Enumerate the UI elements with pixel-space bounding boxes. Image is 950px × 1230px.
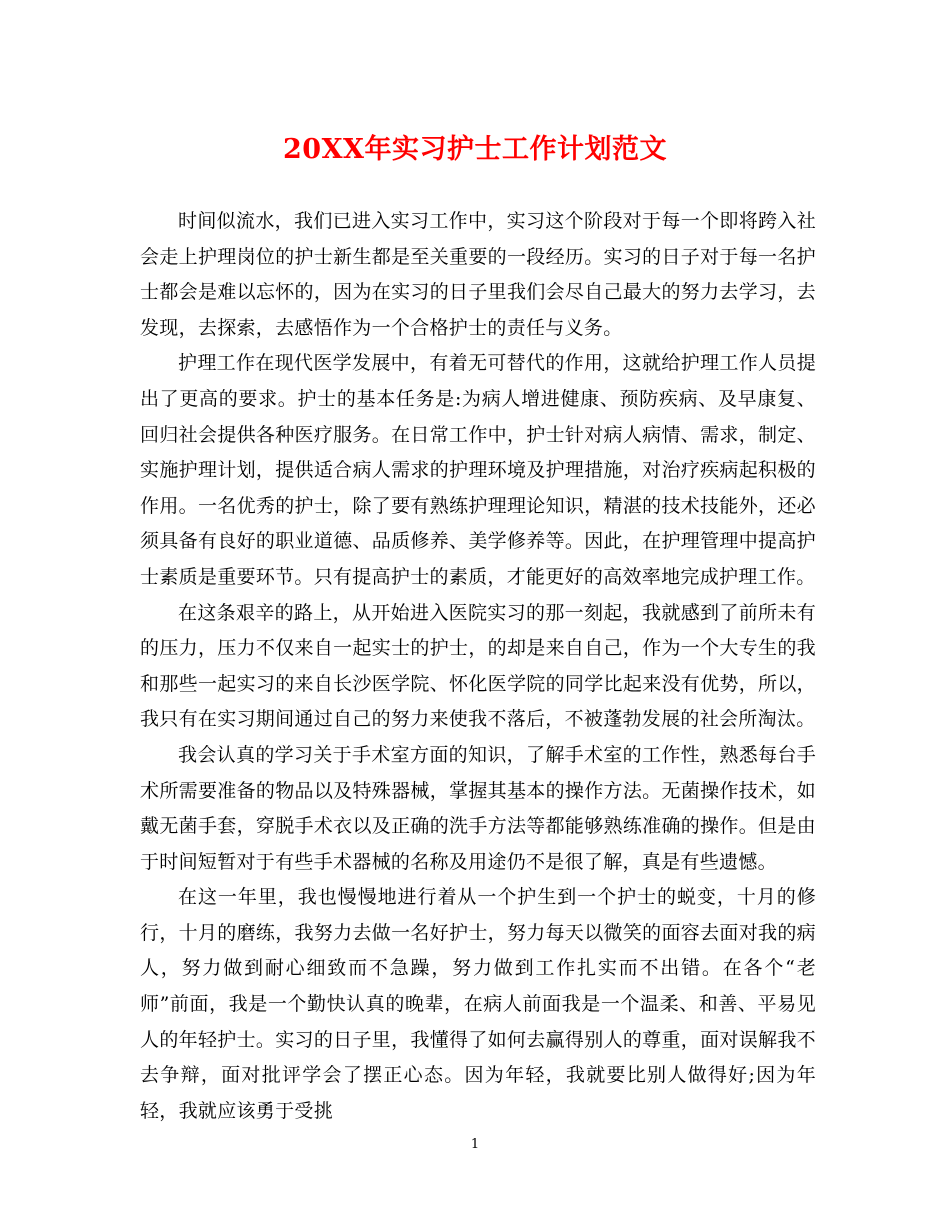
paragraph-2: 护理工作在现代医学发展中，有着无可替代的作用，这就给护理工作人员提出了更高的要求。护士的基本任务是:为病人增进健康、预防疾病、及早康复、回归社会提供各种医疗服务。在日常工作中，护士针对病人病情、需求，制定、实施护理计划，提供适合病人需求的护理环境及护理措施，对治疗疾病起积极的作用。一名优秀的护士，除了要有熟练护理理论知识，精湛的技术技能外，还必须具备有良好的职业道德、品质修养、美学修养等。因此，在护理管理中提高护士素质是重要环节。只有提高护士的素质，才能更好的高效率地完成护理工作。 — [140, 352, 816, 588]
paragraph-5: 在这一年里，我也慢慢地进行着从一个护生到一个护士的蜕变，十月的修行，十月的磨练，我努力去做一名好护士，努力每天以微笑的面容去面对我的病人，努力做到耐心细致而不急躁，努力做到工作扎实而不出错。在各个“老师”前面，我是一个勤快认真的晚辈，在病人前面我是一个温柔、和善、平易见人的年轻护士。实习的日子里，我懂得了如何去赢得别人的尊重，面对误解我不去争辩，面对批评学会了摆正心态。因为年轻，我就要比别人做得好;因为年轻，我就应该勇于受挑 — [140, 886, 816, 1122]
document-body — [140, 204, 816, 1129]
paragraph-3: 在这条艰辛的路上，从开始进入医院实习的那一刻起，我就感到了前所未有的压力，压力不仅来自一起实士的护士，的却是来自自己，作为一个大专生的我和那些一起实习的来自长沙医学院、怀化医学院的同学比起来没有优势，所以，我只有在实习期间通过自己的努力来使我不落后，不被蓬勃发展的社会所淘汰。 — [140, 601, 816, 731]
page-number: 1 — [470, 1137, 480, 1152]
paragraph-4: 我会认真的学习关于手术室方面的知识，了解手术室的工作性，熟悉每台手术所需要准备的物品以及特殊器械，掌握其基本的操作方法。无菌操作技术，如戴无菌手套，穿脱手术衣以及正确的洗手方法等都能够熟练准确的操作。但是由于时间短暂对于有些手术器械的名称及用途仍不是很了解，真是有些遗憾。 — [140, 743, 816, 873]
document-title: 20XX年实习护士工作计划范文 — [283, 134, 667, 165]
paragraph-1: 时间似流水，我们已进入实习工作中，实习这个阶段对于每一个即将跨入社会走上护理岗位的护士新生都是至关重要的一段经历。实习的日子对于每一名护士都会是难以忘怀的，因为在实习的日子里我们会尽自己最大的努力去学习，去发现，去探索，去感悟作为一个合格护士的责任与义务。 — [140, 210, 816, 339]
